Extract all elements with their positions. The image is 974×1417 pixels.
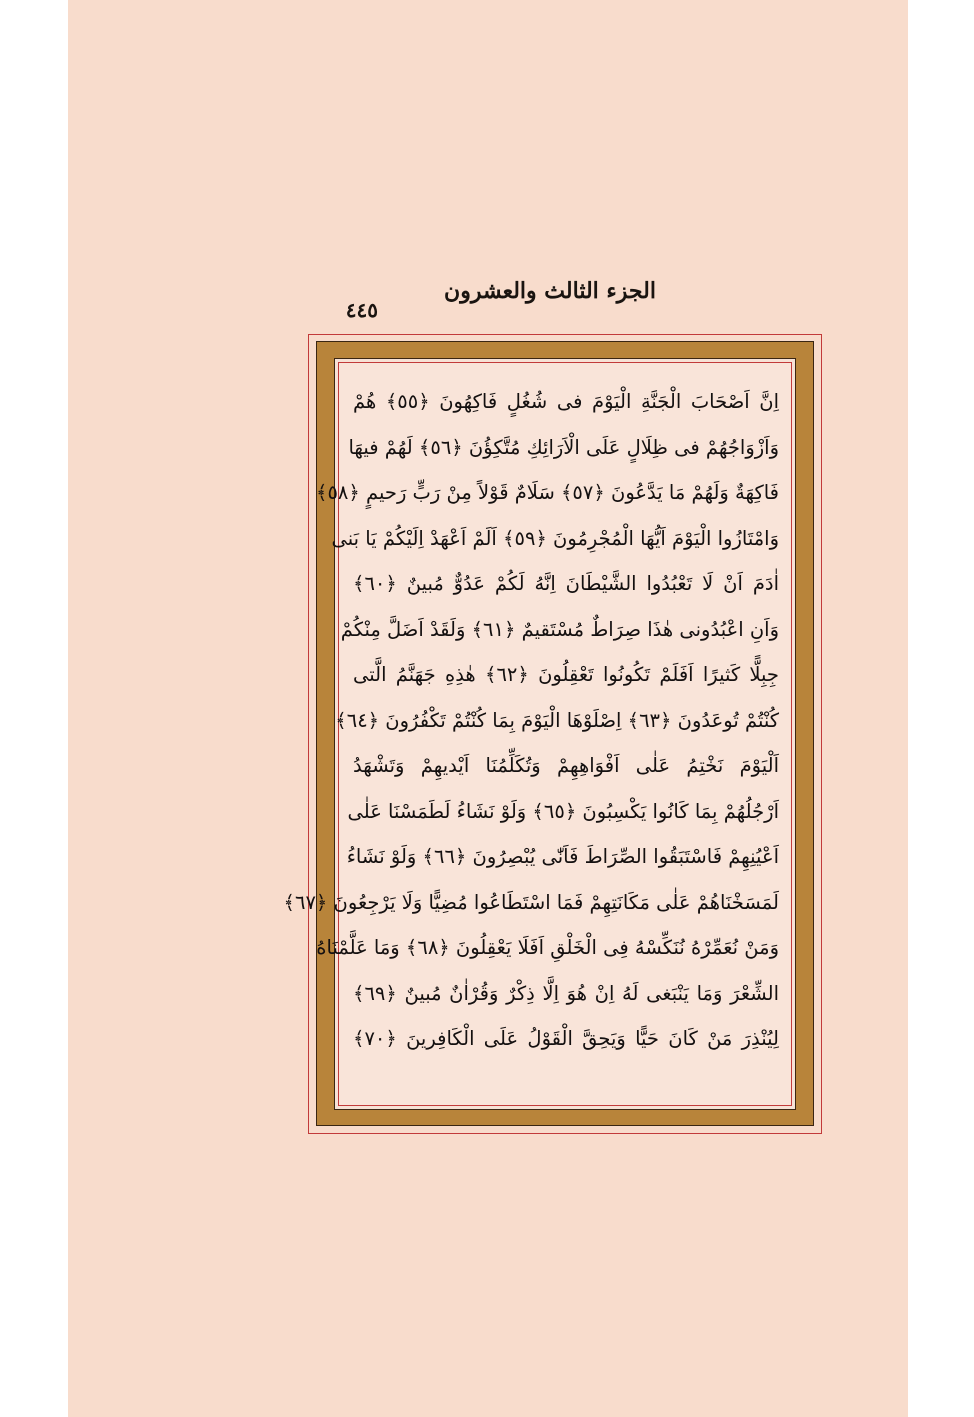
- text-line: جِبِلًّا كَثيرًا اَفَلَمْ تَكُونُوا تَعْقِلُونَ ﴿٦٢﴾ هٰذِهِ جَهَنَّمُ الَّتى: [353, 663, 779, 686]
- text-line: فَاكِهَةٌ وَلَهُمْ مَا يَدَّعُونَ ﴿٥٧﴾ سَلَامٌ قَوْلاً مِنْ رَبٍّ رَحيمٍ ﴿٥٨﴾: [316, 481, 779, 504]
- text-line: اِنَّ اَصْحَابَ الْجَنَّةِ الْيَوْمَ فى شُغُلٍ فَاكِهُونَ ﴿٥٥﴾ هُمْ: [353, 390, 780, 413]
- left-white-margin: [0, 0, 68, 1417]
- text-line: لَمَسَخْنَاهُمْ عَلٰى مَكَانَتِهِمْ فَمَا اسْتَطَاعُوا مُضِيًّا وَلَا يَرْجِعُونَ ﴿٦٧﴾: [283, 890, 779, 914]
- text-line: اٰدَمَ اَنْ لَا تَعْبُدُوا الشَّيْطَانَ اِنَّهُ لَكُمْ عَدُوٌّ مُبينٌ ﴿٦٠﴾: [353, 572, 779, 595]
- text-line: وَاَزْوَاجُهُمْ فى ظِلَالٍ عَلَى الْاَرَائِكِ مُتَّكِؤُنَ ﴿٥٦﴾ لَهُمْ فيهَا: [348, 435, 779, 459]
- text-line: كُنْتُمْ تُوعَدُونَ ﴿٦٣﴾ اِصْلَوْهَا الْيَوْمَ بِمَا كُنْتُمْ تَكْفُرُونَ ﴿٦٤﴾: [335, 708, 779, 732]
- text-panel: [283, 362, 792, 1106]
- text-line: وَمَنْ نُعَمِّرْهُ نُنَكِّسْهُ فِى الْخَلْقِ اَفَلَا يَعْقِلُونَ ﴿٦٨﴾ وَمَا عَلَّمْنَاهُ: [316, 936, 779, 959]
- text-line: اَلْيَوْمَ نَخْتِمُ عَلٰى اَفْوَاهِهِمْ وَتُكَلِّمُنَا اَيْديهِمْ وَتَشْهَدُ: [353, 754, 779, 777]
- text-block: [283, 379, 780, 1062]
- text-line: اَرْجُلُهُمْ بِمَا كَانُوا يَكْسِبُونَ ﴿٦٥﴾ وَلَوْ نَشَاءُ لَطَمَسْنَا عَلٰى: [347, 799, 779, 823]
- text-line: وَاَنِ اعْبُدُونى هٰذَا صِرَاطٌ مُسْتَقيمٌ ﴿٦١﴾ وَلَقَدْ اَضَلَّ مِنْكُمْ: [340, 617, 779, 641]
- text-line: الشِّعْرَ وَمَا يَنْبَغى لَهُ اِنْ هُوَ اِلَّا ذِكْرٌ وَقُرْاٰنٌ مُبينٌ ﴿٦٩﴾: [353, 981, 779, 1005]
- page-number: ٤٤٥: [345, 298, 378, 322]
- juz-header: الجزء الثالث والعشرون: [444, 278, 656, 304]
- text-line: اَعْيُنِهِمْ فَاسْتَبَقُوا الصِّرَاطَ فَاَنّٰى يُبْصِرُونَ ﴿٦٦﴾ وَلَوْ نَشَاءُ: [346, 845, 779, 868]
- text-line: وَامْتَازُوا الْيَوْمَ اَيُّهَا الْمُجْرِمُونَ ﴿٥٩﴾ اَلَمْ اَعْهَدْ اِلَيْكُمْ يَا بَنى: [331, 526, 779, 550]
- right-white-margin: [908, 0, 974, 1417]
- text-line: لِيُنْذِرَ مَنْ كَانَ حَيًّا وَيَحِقَّ الْقَوْلُ عَلَى الْكَافِرينَ ﴿٧٠﴾: [353, 1027, 779, 1050]
